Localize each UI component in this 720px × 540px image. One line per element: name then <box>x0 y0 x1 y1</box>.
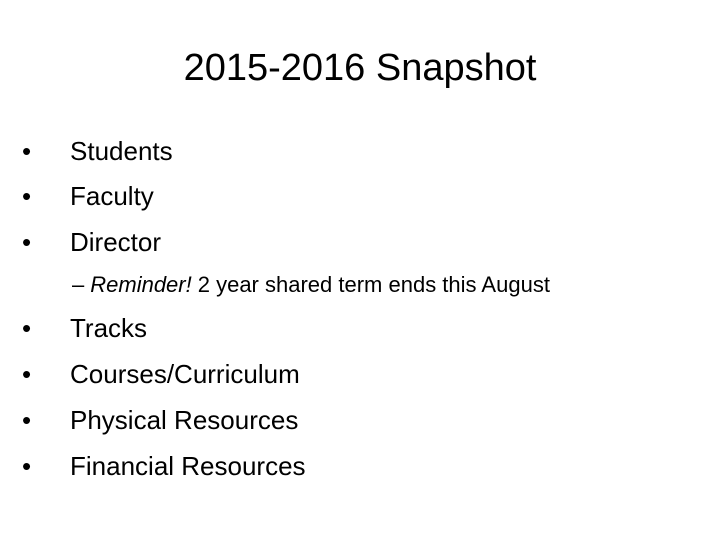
bullet-label: Physical Resources <box>70 404 299 435</box>
slide-title: 2015-2016 Snapshot <box>183 47 537 89</box>
bullet-label: Faculty <box>70 180 154 211</box>
bullet-icon: • <box>22 312 32 343</box>
bullet-icon: • <box>22 404 32 435</box>
bullet-item-students <box>22 131 173 171</box>
reminder-text: 2 year shared term ends this August <box>197 272 550 297</box>
bullet-item-physical-resources <box>22 400 298 440</box>
bullet-icon: • <box>22 450 32 481</box>
bullet-item-tracks <box>22 308 147 348</box>
bullet-icon: • <box>22 180 32 211</box>
bullet-label: Courses/Curriculum <box>70 358 300 389</box>
bullet-item-faculty <box>22 176 154 216</box>
bullet-item-director <box>22 222 161 262</box>
bullet-label: Tracks <box>70 312 148 343</box>
bullet-item-courses <box>22 354 300 394</box>
sub-bullet-reminder <box>72 268 550 302</box>
bullet-icon: • <box>22 135 32 166</box>
bullet-item-financial-resources <box>22 446 306 486</box>
dash-icon: – <box>72 272 85 297</box>
bullet-icon: • <box>22 226 32 257</box>
bullet-label: Director <box>70 226 162 257</box>
bullet-label: Financial Resources <box>70 450 306 481</box>
reminder-emphasis: Reminder! <box>90 272 192 297</box>
bullet-icon: • <box>22 358 32 389</box>
bullet-label: Students <box>70 135 173 166</box>
